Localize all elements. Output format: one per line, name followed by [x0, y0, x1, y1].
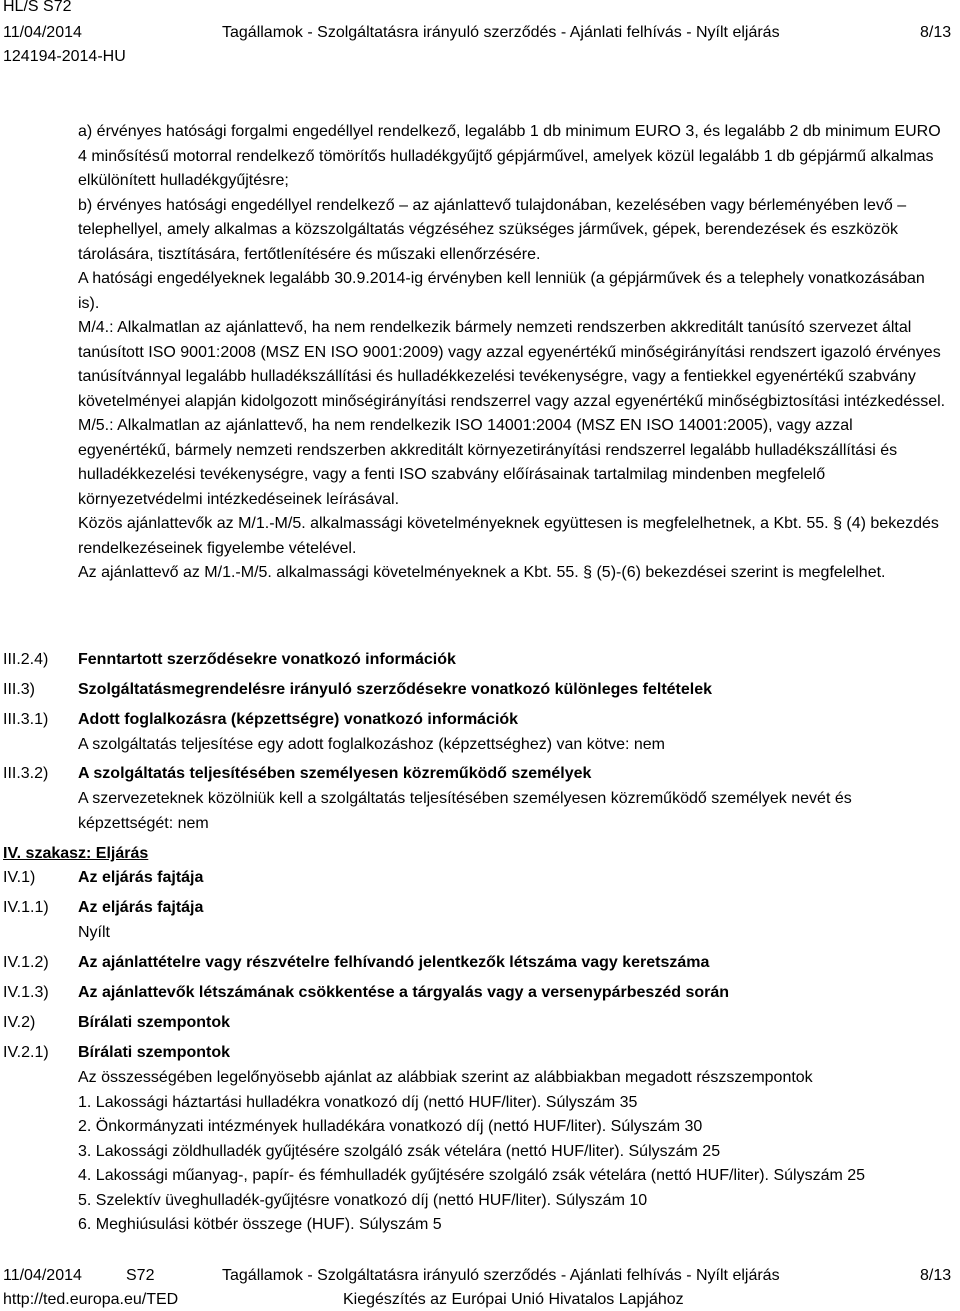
criteria-block [78, 1066, 953, 1238]
paragraph: Közös ajánlattevők az M/1.-M/5. alkalmassági követelményeknek együttesen is megfelelhetnek, a Kbt. 55. § (4) bekezdés rendelkezéseinek figyelembe vételével. [78, 515, 939, 557]
section-number: III.3.2) [3, 765, 49, 782]
section-title: Bírálati szempontok [78, 1014, 231, 1031]
paragraph: A hatósági engedélyeknek legalább 30.9.2014-ig érvényben kell lenniük (a gépjárművek és a telephely vonatkozásában is). [78, 270, 925, 312]
criterion-item: 2. Önkormányzati intézmények hulladékára vonatkozó díj (nettó HUF/liter). Súlyszám 30 [78, 1118, 703, 1135]
continuation-text [78, 120, 948, 586]
paragraph: M/4.: Alkalmatlan az ajánlattevő, ha nem rendelkezik bármely nemzeti rendszerben akkreditált tanúsító szervezet által tanúsított ISO 9001:2008 (MSZ EN ISO 9001:2009) vagy azzal egyenértékű minőségirányítási rendszert igazoló érvényes tanúsítvánnyal legalább hulladékszállítási és hulladékkezelési tevékenységre, vagy a fentiekkel egyenértékű szabvány követelményei alapján kidolgozott minőségirányítási rendszerrel vagy azzal egyenértékű minőségbiztosítási intézkedéssel. [78, 319, 946, 410]
section-title: Bírálati szempontok [78, 1044, 231, 1061]
criterion-item: 4. Lakossági műanyag-, papír- és fémhulladék gyűjtésére szolgáló zsák vételára (nettó HUF/liter). Súlyszám 25 [78, 1167, 866, 1184]
criterion-item: 3. Lakossági zöldhulladék gyűjtésére szolgáló zsák vételára (nettó HUF/liter). Súlyszám 25 [78, 1142, 721, 1160]
section-text: Nyílt [78, 924, 110, 941]
section-text: A szolgáltatás teljesítése egy adott foglalkozáshoz (képzettséghez) van kötve: nem [78, 736, 665, 753]
section-number: III.2.4) [3, 651, 49, 668]
footer-date: 11/04/2014 [3, 1267, 82, 1284]
footer-url-link[interactable]: http://ted.europa.eu/TED [3, 1291, 179, 1308]
section-number: IV.1) [3, 869, 36, 886]
header-date: 11/04/2014 [3, 24, 82, 41]
section-title: A szolgáltatás teljesítésében személyesen közreműködő személyek [78, 765, 592, 782]
section-number: IV.2.1) [3, 1044, 49, 1061]
section-number: III.3.1) [3, 711, 49, 728]
footer-title: Tagállamok - Szolgáltatásra irányuló szerződés - Ajánlati felhívás - Nyílt eljárás [222, 1267, 780, 1284]
footer-supplement: Kiegészítés az Európai Unió Hivatalos Lapjához [343, 1291, 684, 1308]
section-title: Az eljárás fajtája [78, 899, 204, 916]
section-number: III.3) [3, 681, 36, 698]
section-title: Fenntartott szerződésekre vonatkozó információk [78, 651, 456, 668]
footer-page: 8/13 [920, 1267, 952, 1284]
header-code: HL/S S72 [3, 0, 72, 15]
criterion-item: 5. Szelektív üveghulladék-gyűjtésre vonatkozó díj (nettó HUF/liter). Súlyszám 10 [78, 1191, 648, 1209]
section-title: Adott foglalkozásra (képzettségre) vonatkozó információk [78, 711, 519, 728]
section-title: Az eljárás fajtája [78, 869, 204, 886]
section-title: Az ajánlattételre vagy részvételre felhívandó jelentkezők létszáma vagy keretszáma [78, 954, 710, 971]
criteria-intro: Az összességében legelőnyösebb ajánlat az alábbiak szerint az alábbiakban megadott részszempontok [78, 1069, 813, 1086]
criterion-item: 1. Lakossági háztartási hulladékra vonatkozó díj (nettó HUF/liter). Súlyszám 35 [78, 1093, 638, 1111]
section-number: IV.2) [3, 1014, 36, 1031]
paragraph: b) érvényes hatósági engedéllyel rendelkező – az ajánlattevő tulajdonában, kezelésében vagy bérleményében levő – telephellyel, amely alkalmas a közszolgáltatás végzéséhez szükséges járművek, gépek, berendezések és eszközök tárolására, tisztítására, fertőtlenítésére és műszaki ellenőrzésére. [78, 196, 907, 263]
header-doc-id: 124194-2014-HU [3, 48, 126, 65]
paragraph: a) érvényes hatósági forgalmi engedéllyel rendelkező, legalább 1 db minimum EURO 3, és legalább 2 db minimum EURO 4 minősítésű motorral rendelkező tömörítős hulladékgyűjtő gépjárművel, amelyek közül legalább 1 db gépjármű alkalmas elkülönített hulladékgyűjtésre; [78, 123, 941, 189]
section-number: IV.1.3) [3, 984, 49, 1001]
footer-code: S72 [126, 1267, 155, 1284]
section-title: Szolgáltatásmegrendelésre irányuló szerződésekre vonatkozó különleges feltételek [78, 681, 713, 698]
section-number: IV.1.2) [3, 954, 49, 971]
paragraph: Az ajánlattevő az M/1.-M/5. alkalmassági követelményeknek a Kbt. 55. § (5)-(6) bekezdései szerint is megfelelhet. [78, 564, 886, 581]
part-title: IV. szakasz: Eljárás [3, 845, 149, 862]
section-number: IV.1.1) [3, 899, 49, 916]
section-text: A szervezeteknek közölniük kell a szolgáltatás teljesítésében személyesen közreműködő személyek nevét és képzettségét: nem [78, 790, 852, 832]
section-title: Az ajánlattevők létszámának csökkentése a tárgyalás vagy a versenypárbeszéd során [78, 984, 730, 1001]
criterion-item: 6. Meghiúsulási kötbér összege (HUF). Súlyszám 5 [78, 1216, 442, 1233]
header-page: 8/13 [920, 24, 952, 41]
paragraph: M/5.: Alkalmatlan az ajánlattevő, ha nem rendelkezik ISO 14001:2004 (MSZ EN ISO 14001:2005), vagy azzal egyenértékű, bármely nemzeti rendszerben akkreditált környezetirányítási rendszerrel legalább hulladékszállítási és hulladékkezelési tevékenységre, vagy a fenti ISO szabvány előírásainak tartalmilag mindenben megfelelő környezetvédelmi intézkedéseinek leírásával. [78, 417, 898, 508]
header-title: Tagállamok - Szolgáltatásra irányuló szerződés - Ajánlati felhívás - Nyílt eljárás [222, 24, 780, 41]
